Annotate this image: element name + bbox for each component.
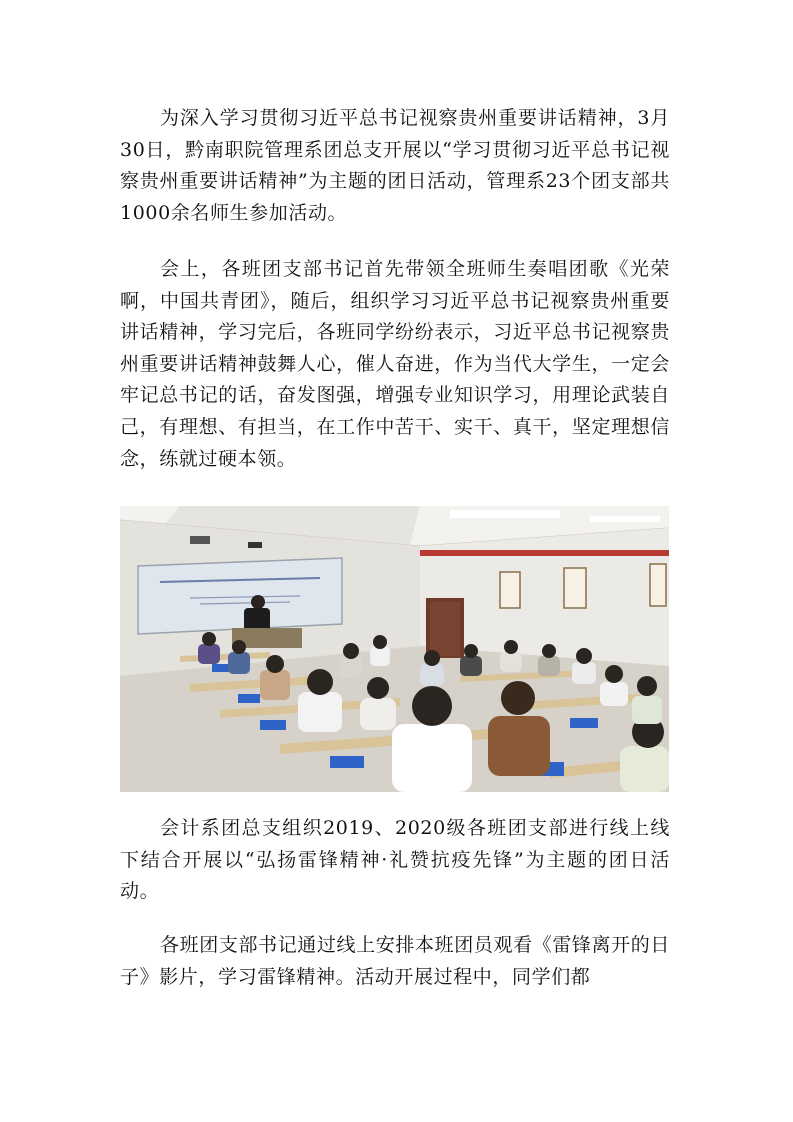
- projector-screen: [138, 558, 342, 634]
- classroom-meeting-photo: [120, 506, 669, 792]
- paragraph-1: 为深入学习贯彻习近平总书记视察贵州重要讲话精神，3月30日，黔南职院管理系团总支开展以“学习贯彻习近平总书记视察贵州重要讲话精神”为主题的团日活动，管理系23个团支部共1000余名师生参加活动。: [120, 107, 670, 224]
- paragraph-3: 会计系团总支组织2019、2020级各班团支部进行线上线下结合开展以“弘扬雷锋精神·礼赞抗疫先锋”为主题的团日活动。: [120, 817, 670, 903]
- paragraph-4: 各班团支部书记通过线上安排本班团员观看《雷锋离开的日子》影片，学习雷锋精神。活动开展过程中，同学们都: [120, 934, 670, 988]
- paragraph-2: 会上，各班团支部书记首先带领全班师生奏唱团歌《光荣啊，中国共青团》，随后，组织学习习近平总书记视察贵州重要讲话精神，学习完后，各班同学纷纷表示，习近平总书记视察贵州重要讲话精神鼓舞人心，催人奋进，作为当代大学生，一定会牢记总书记的话，奋发图强，增强专业知识学习，用理论武装自己，有理想、有担当，在工作中苦干、实干、真干，坚定理想信念，练就过硬本领。: [120, 258, 670, 470]
